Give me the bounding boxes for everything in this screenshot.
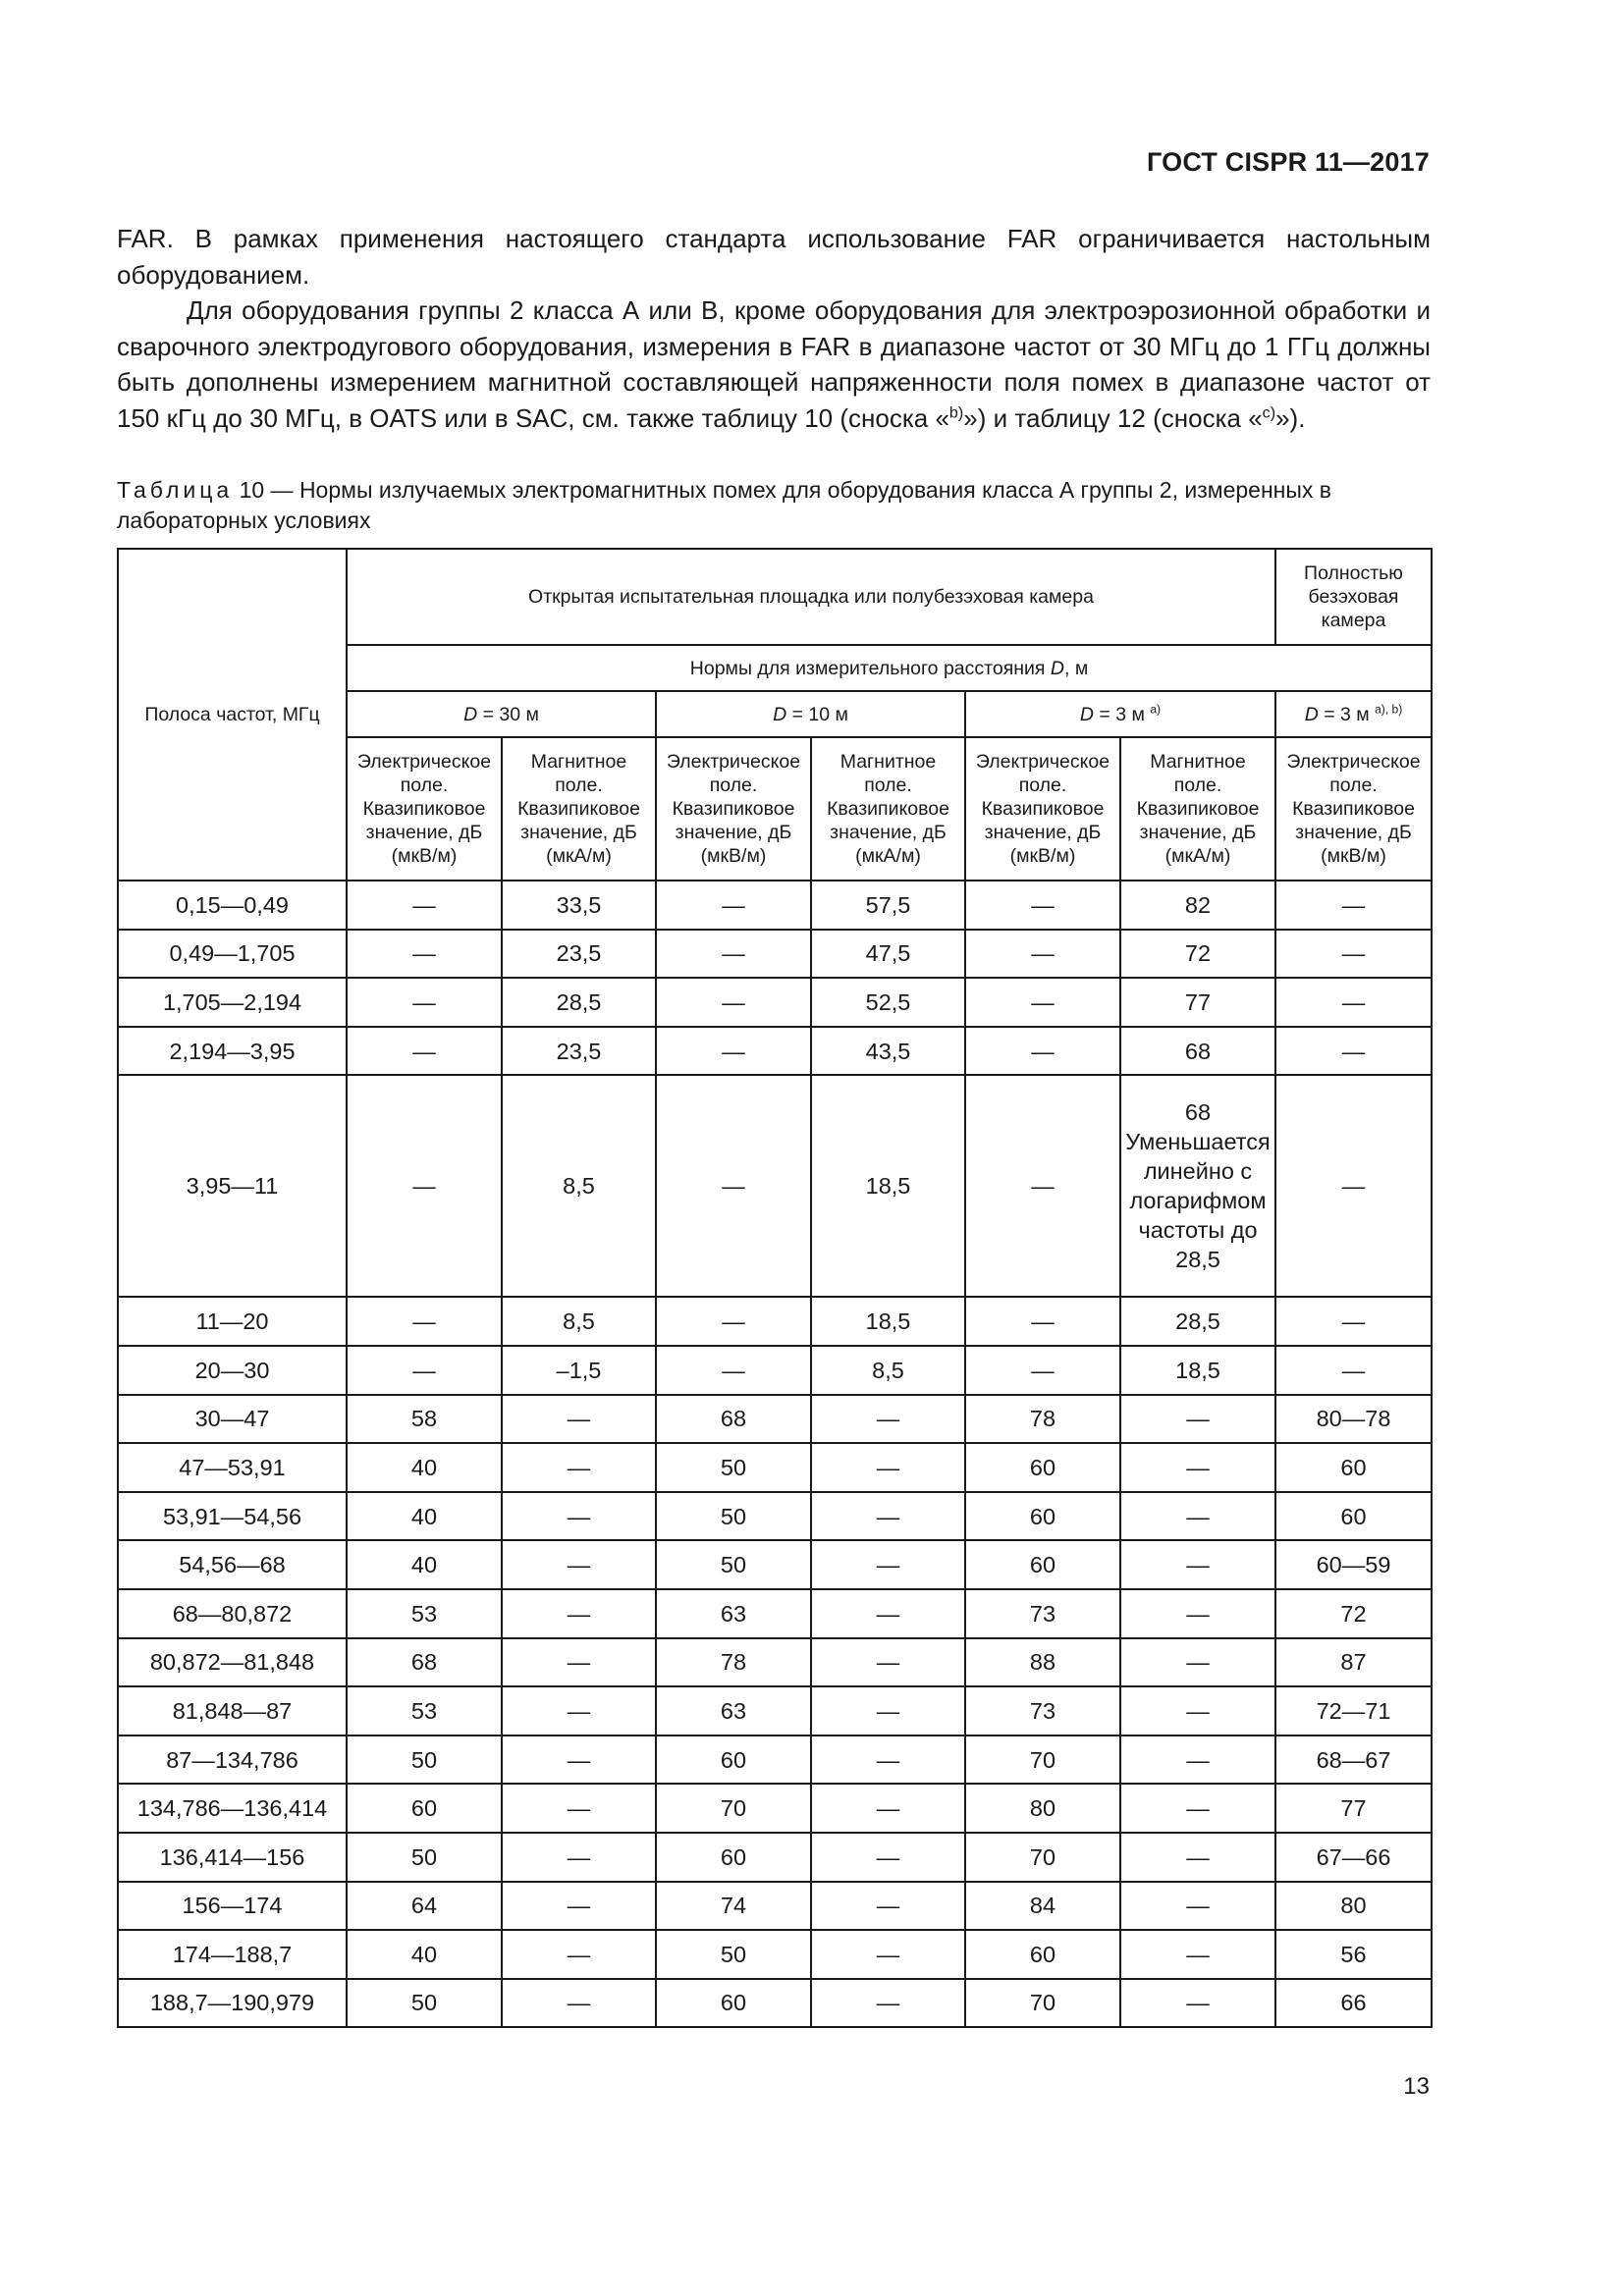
cell: 134,786—136,414: [118, 1784, 347, 1833]
cell: 70: [965, 1833, 1120, 1882]
cell: 63: [656, 1686, 811, 1735]
cell: —: [965, 1346, 1120, 1395]
cell-decreasing-limit-note: 68 Уменьшается линейно с логарифмом частоты до 28,5: [1120, 1075, 1275, 1297]
cell: 67—66: [1275, 1833, 1432, 1882]
footnote-ref-b: b): [948, 402, 964, 421]
cell: 40: [347, 1540, 502, 1589]
cell: —: [656, 930, 811, 979]
header-electric-field-10m: Электрическое поле. Квазипиковое значение, дБ (мкВ/м): [656, 737, 811, 881]
cell: —: [965, 1027, 1120, 1076]
cell: 20—30: [118, 1346, 347, 1395]
cell: 1,705—2,194: [118, 978, 347, 1027]
cell: —: [1120, 1492, 1275, 1541]
cell: 87: [1275, 1638, 1432, 1687]
cell: 81,848—87: [118, 1686, 347, 1735]
cell: —: [1120, 1540, 1275, 1589]
cell: —: [502, 1443, 656, 1492]
cell: 53: [347, 1686, 502, 1735]
cell: —: [502, 1882, 656, 1931]
table-row: [118, 1979, 1432, 2028]
cell: 18,5: [811, 1297, 965, 1346]
cell: —: [1120, 1930, 1275, 1979]
cell: 60: [656, 1735, 811, 1785]
header-electric-field-far: Электрическое поле. Квазипиковое значение, дБ (мкВ/м): [1275, 737, 1432, 881]
cell: 73: [965, 1686, 1120, 1735]
cell: —: [1275, 881, 1432, 930]
cell: —: [502, 1589, 656, 1638]
cell: 188,7—190,979: [118, 1979, 347, 2028]
cell: 60: [965, 1492, 1120, 1541]
header-electric-field-30m: Электрическое поле. Квазипиковое значение, дБ (мкВ/м): [347, 737, 502, 881]
cell: 40: [347, 1492, 502, 1541]
cell: 3,95—11: [118, 1075, 347, 1297]
cell: —: [656, 1297, 811, 1346]
header-frequency-band: Полоса частот, МГц: [118, 549, 347, 881]
cell: —: [1120, 1735, 1275, 1785]
table-row: [118, 1882, 1432, 1931]
header-magnetic-field-30m: Магнитное поле. Квазипиковое значение, дБ (мкА/м): [502, 737, 656, 881]
cell: 8,5: [502, 1297, 656, 1346]
cell: 77: [1120, 978, 1275, 1027]
table-row: [118, 881, 1432, 930]
cell: —: [656, 1027, 811, 1076]
cell: —: [811, 1930, 965, 1979]
cell: —: [1120, 1979, 1275, 2028]
emission-limits-table: [117, 548, 1433, 2028]
paragraph-2-part-b: ») и таблицу 12 (сноска «: [963, 402, 1263, 433]
header-oats-sac: Открытая испытательная площадка или полубезэховая камера: [347, 549, 1275, 645]
cell: 2,194—3,95: [118, 1027, 347, 1076]
cell: 28,5: [1120, 1297, 1275, 1346]
header-magnetic-field-3m: Магнитное поле. Квазипиковое значение, дБ (мкА/м): [1120, 737, 1275, 881]
cell: —: [1120, 1784, 1275, 1833]
cell: 28,5: [502, 978, 656, 1027]
cell: —: [1275, 1027, 1432, 1076]
table-caption-text: 10 — Нормы излучаемых электромагнитных помех для оборудования класса А группы 2, измеренных в лабораторных условиях: [117, 477, 1332, 533]
cell: 74: [656, 1882, 811, 1931]
cell: 18,5: [811, 1075, 965, 1297]
cell: 68: [347, 1638, 502, 1687]
cell: —: [811, 1979, 965, 2028]
cell: —: [965, 881, 1120, 930]
cell: 33,5: [502, 881, 656, 930]
cell: 68—67: [1275, 1735, 1432, 1785]
cell: 47,5: [811, 930, 965, 979]
cell: 23,5: [502, 930, 656, 979]
cell: —: [965, 930, 1120, 979]
cell: —: [347, 1346, 502, 1395]
header-magnetic-field-10m: Магнитное поле. Квазипиковое значение, дБ (мкА/м): [811, 737, 965, 881]
cell: —: [502, 1833, 656, 1882]
table-row: [118, 1589, 1432, 1638]
cell: 72—71: [1275, 1686, 1432, 1735]
cell: 53: [347, 1589, 502, 1638]
cell: —: [502, 1540, 656, 1589]
cell: 156—174: [118, 1882, 347, 1931]
cell: —: [1120, 1443, 1275, 1492]
table-row: [118, 1638, 1432, 1687]
cell: 60: [656, 1833, 811, 1882]
cell: —: [1275, 1346, 1432, 1395]
cell: 50: [347, 1979, 502, 2028]
cell: —: [1275, 1075, 1432, 1297]
table-row: [118, 1784, 1432, 1833]
header-distance-3m: D = 3 м $^{a)}$: [965, 691, 1275, 737]
cell: 60: [1275, 1492, 1432, 1541]
cell: 80: [1275, 1882, 1432, 1931]
cell: —: [347, 1297, 502, 1346]
cell: —: [811, 1443, 965, 1492]
cell: 68—80,872: [118, 1589, 347, 1638]
cell: 8,5: [811, 1346, 965, 1395]
cell: 47—53,91: [118, 1443, 347, 1492]
cell: —: [347, 881, 502, 930]
cell: 73: [965, 1589, 1120, 1638]
cell: 8,5: [502, 1075, 656, 1297]
cell: 78: [656, 1638, 811, 1687]
table-row: [118, 1443, 1432, 1492]
cell: —: [502, 1735, 656, 1785]
cell: 82: [1120, 881, 1275, 930]
table-header: [118, 549, 1432, 881]
cell: 174—188,7: [118, 1930, 347, 1979]
cell: 77: [1275, 1784, 1432, 1833]
cell: 60—59: [1275, 1540, 1432, 1589]
cell: 40: [347, 1930, 502, 1979]
cell: 70: [656, 1784, 811, 1833]
table-row: [118, 930, 1432, 979]
cell: —: [502, 1784, 656, 1833]
cell: —: [502, 1638, 656, 1687]
cell: —: [502, 1930, 656, 1979]
cell: 136,414—156: [118, 1833, 347, 1882]
cell: —: [1275, 930, 1432, 979]
cell: 68: [1120, 1027, 1275, 1076]
cell: 50: [656, 1930, 811, 1979]
cell: —: [811, 1686, 965, 1735]
table-row: [118, 1735, 1432, 1785]
cell: 88: [965, 1638, 1120, 1687]
cell: 0,15—0,49: [118, 881, 347, 930]
cell: —: [1275, 978, 1432, 1027]
table-row: [118, 1297, 1432, 1346]
cell: 60: [965, 1540, 1120, 1589]
table-body: [118, 881, 1432, 2027]
paragraph-2-part-c: »).: [1275, 402, 1306, 433]
cell: —: [965, 978, 1120, 1027]
cell: —: [502, 1979, 656, 2028]
table-row: [118, 1540, 1432, 1589]
cell: —: [811, 1833, 965, 1882]
cell: 50: [656, 1443, 811, 1492]
cell: 56: [1275, 1930, 1432, 1979]
cell: —: [811, 1395, 965, 1444]
cell: —: [1120, 1882, 1275, 1931]
cell: —: [965, 1075, 1120, 1297]
cell: —: [811, 1735, 965, 1785]
cell: —: [811, 1638, 965, 1687]
footnote-ref-c: c): [1262, 402, 1276, 421]
table-caption-label: Таблица: [117, 477, 234, 503]
cell: 87—134,786: [118, 1735, 347, 1785]
cell: —: [347, 978, 502, 1027]
cell: 60: [1275, 1443, 1432, 1492]
table-row: [118, 1492, 1432, 1541]
cell: —: [1120, 1395, 1275, 1444]
cell: —: [347, 1075, 502, 1297]
cell: 70: [965, 1979, 1120, 2028]
table-row: [118, 978, 1432, 1027]
cell: —: [1275, 1297, 1432, 1346]
cell: —: [811, 1784, 965, 1833]
cell: –1,5: [502, 1346, 656, 1395]
cell: 60: [347, 1784, 502, 1833]
cell: 66: [1275, 1979, 1432, 2028]
cell: 40: [347, 1443, 502, 1492]
cell: —: [656, 881, 811, 930]
table-caption: [117, 475, 1431, 536]
table-row: [118, 1395, 1432, 1444]
cell: 64: [347, 1882, 502, 1931]
cell: 70: [965, 1735, 1120, 1785]
cell: 53,91—54,56: [118, 1492, 347, 1541]
cell: 58: [347, 1395, 502, 1444]
cell: —: [502, 1395, 656, 1444]
cell: 80: [965, 1784, 1120, 1833]
cell: —: [502, 1492, 656, 1541]
table-row: [118, 1346, 1432, 1395]
cell: 43,5: [811, 1027, 965, 1076]
cell: —: [347, 930, 502, 979]
cell: 57,5: [811, 881, 965, 930]
table-row: [118, 1930, 1432, 1979]
cell: 60: [656, 1979, 811, 2028]
header-far: Полностью безэховая камера: [1275, 549, 1432, 645]
cell: —: [656, 1075, 811, 1297]
cell: —: [811, 1492, 965, 1541]
cell: —: [1120, 1589, 1275, 1638]
cell: 50: [347, 1735, 502, 1785]
paragraph-1: FAR. В рамках применения настоящего стандарта использование FAR ограничивается настольным оборудованием.: [117, 224, 1431, 290]
cell: —: [1120, 1638, 1275, 1687]
cell: 84: [965, 1882, 1120, 1931]
cell: 52,5: [811, 978, 965, 1027]
cell: —: [347, 1027, 502, 1076]
table-row: [118, 1833, 1432, 1882]
cell: —: [1120, 1833, 1275, 1882]
header-electric-field-3m: Электрическое поле. Квазипиковое значение, дБ (мкВ/м): [965, 737, 1120, 881]
cell: 11—20: [118, 1297, 347, 1346]
cell: 0,49—1,705: [118, 930, 347, 979]
cell: 68: [656, 1395, 811, 1444]
cell: 80—78: [1275, 1395, 1432, 1444]
cell: —: [811, 1589, 965, 1638]
table-row: [118, 1075, 1432, 1297]
cell: —: [965, 1297, 1120, 1346]
body-text: [117, 221, 1431, 436]
cell: —: [811, 1540, 965, 1589]
cell: 60: [965, 1443, 1120, 1492]
cell: —: [1120, 1686, 1275, 1735]
cell: —: [656, 1346, 811, 1395]
cell: 63: [656, 1589, 811, 1638]
cell: —: [656, 978, 811, 1027]
cell: 60: [965, 1930, 1120, 1979]
cell: 78: [965, 1395, 1120, 1444]
document-header: ГОСТ CISPR 11—2017: [1147, 147, 1430, 177]
cell: 23,5: [502, 1027, 656, 1076]
paragraph-2-part-a: Для оборудования группы 2 класса А или В, кроме оборудования для электроэрозионной обработки и сварочного электродугового оборудования, измерения в FAR в диапазоне частот от 30 МГц до 1 ГГц должны быть дополнены измерением магнитной составляющей напряженности поля помех в диапазоне частот от 150 кГц до 30 МГц, в OATS или в SAC, см. также таблицу 10 (сноска «: [117, 295, 1431, 433]
header-norms-distance: Нормы для измерительного расстояния D, м: [347, 645, 1432, 691]
cell: 72: [1275, 1589, 1432, 1638]
cell: 54,56—68: [118, 1540, 347, 1589]
page-number: 13: [1403, 2073, 1430, 2100]
cell: 50: [347, 1833, 502, 1882]
cell: 80,872—81,848: [118, 1638, 347, 1687]
header-distance-10m: D = 10 м: [656, 691, 965, 737]
cell: 50: [656, 1492, 811, 1541]
cell: —: [502, 1686, 656, 1735]
cell: 50: [656, 1540, 811, 1589]
cell: —: [811, 1882, 965, 1931]
table-row: [118, 1027, 1432, 1076]
header-distance-30m: D = 30 м: [347, 691, 656, 737]
cell: 72: [1120, 930, 1275, 979]
paragraph-2: [117, 293, 1431, 436]
cell: 30—47: [118, 1395, 347, 1444]
table-row: [118, 1686, 1432, 1735]
header-distance-3m-far: D = 3 м $^{a), b)}$: [1275, 691, 1432, 737]
cell: 18,5: [1120, 1346, 1275, 1395]
